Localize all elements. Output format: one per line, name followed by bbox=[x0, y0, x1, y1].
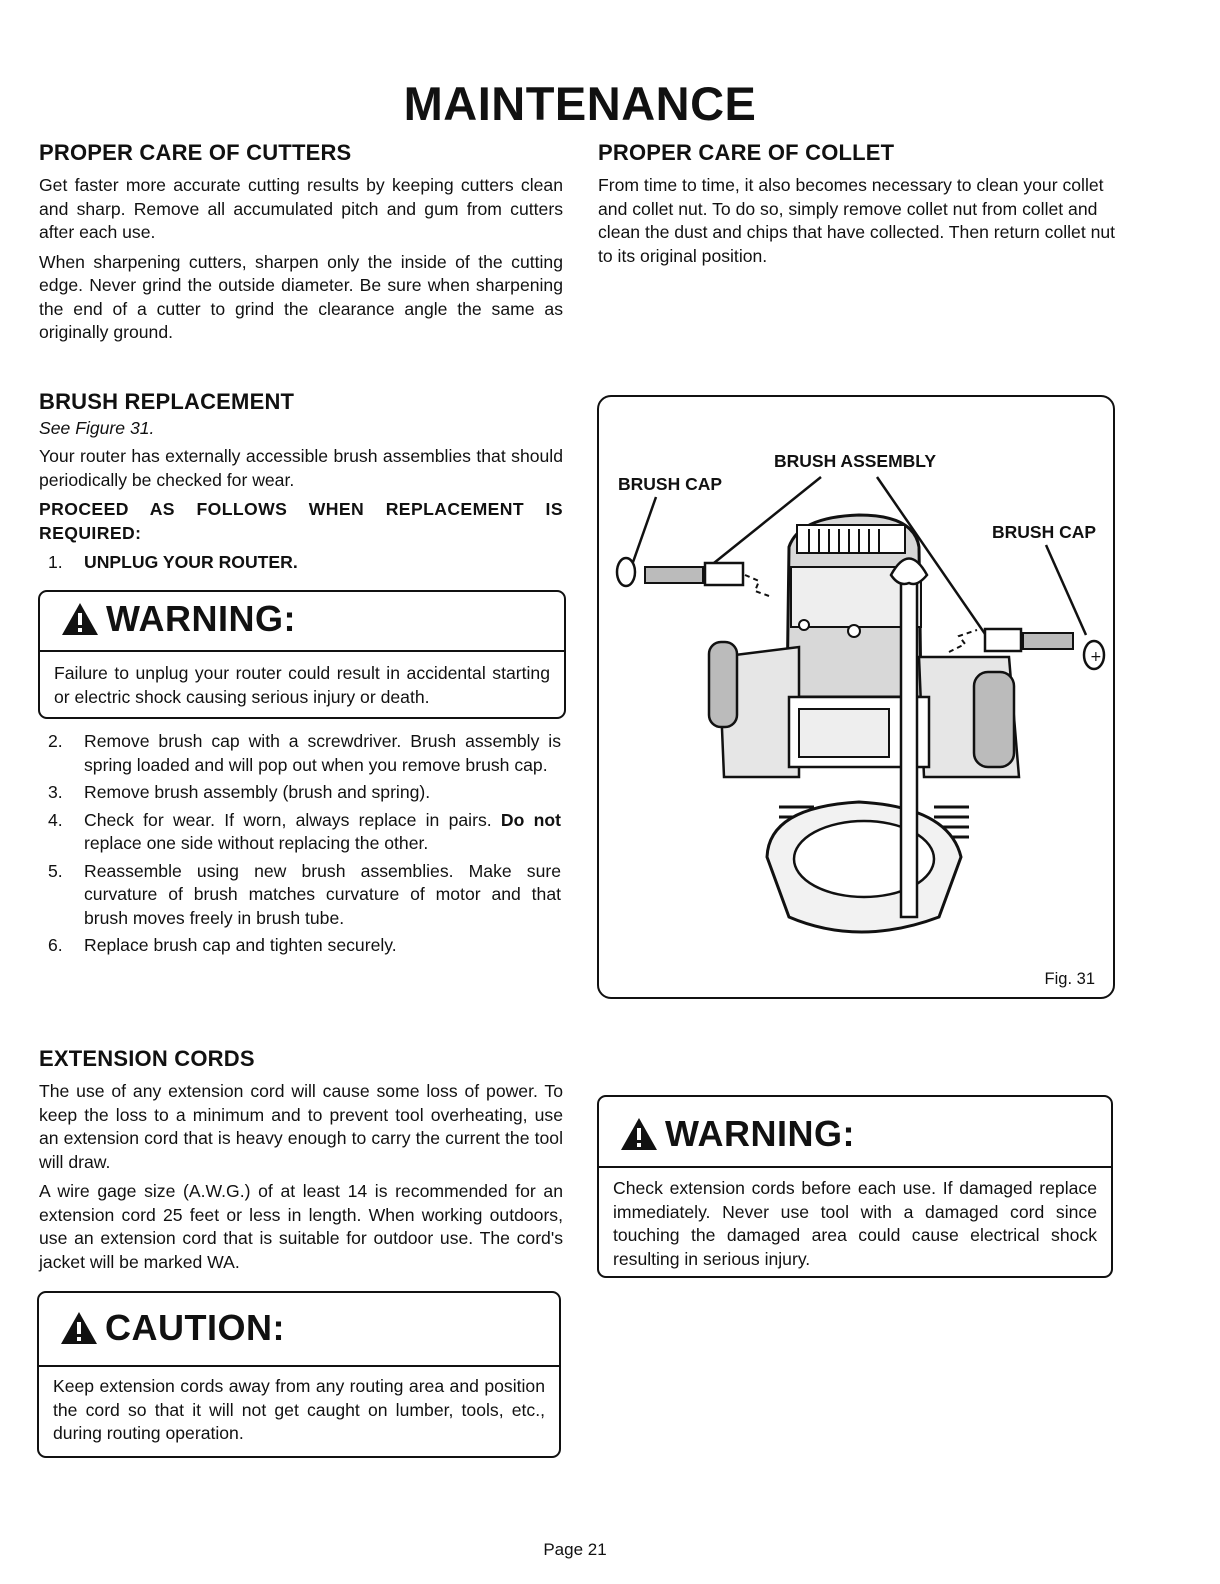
cutters-paragraph-1: Get faster more accurate cutting results by keeping cutters clean and sharp. Remove all accumulated pitch and gum from cutters after each use. bbox=[39, 175, 563, 242]
unplug-warning-box bbox=[38, 590, 566, 719]
extension-warning-title: WARNING: bbox=[665, 1113, 855, 1154]
warning-triangle-icon bbox=[619, 1116, 659, 1152]
step-text: Remove brush cap with a screwdriver. Brush assembly is spring loaded and will pop out when you remove brush cap. bbox=[84, 731, 561, 775]
proceed-instruction: PROCEED AS FOLLOWS WHEN REPLACEMENT IS REQUIRED: bbox=[39, 499, 563, 543]
divider bbox=[40, 650, 564, 652]
label-brush-assembly: BRUSH ASSEMBLY bbox=[774, 451, 937, 471]
step-3 bbox=[39, 781, 561, 805]
step-2 bbox=[39, 730, 561, 777]
step-6 bbox=[39, 934, 561, 958]
brush-section bbox=[39, 389, 563, 575]
step-number: 4. bbox=[48, 809, 63, 830]
step-emphasis: Do not bbox=[500, 809, 561, 830]
brush-intro: Your router has externally accessible brush assemblies that should periodically be checked for wear. bbox=[39, 446, 563, 490]
svg-text:+: + bbox=[1090, 649, 1102, 665]
extension-paragraph-1: The use of any extension cord will cause some loss of power. To keep the loss to a minimum and to prevent tool overheating, use an extension cord that is heavy enough to carry the current the tool will draw. bbox=[39, 1081, 563, 1172]
collet-paragraph-1: From time to time, it also becomes necessary to clean your collet and collet nut. To do so, simply remove collet nut from collet and clean the dust and chips that have collected. Then return collet nut to its original position. bbox=[598, 175, 1116, 266]
cutters-paragraph-2: When sharpening cutters, sharpen only the inside of the cutting edge. Never grind the outside diameter. Be sure when sharpening the end of a cutter to grind the clearance angle the same as originally ground. bbox=[39, 251, 563, 342]
step-4 bbox=[39, 809, 561, 856]
extension-heading: EXTENSION CORDS bbox=[39, 1046, 255, 1071]
collet-heading: PROPER CARE OF COLLET bbox=[598, 140, 895, 165]
caution-title: CAUTION: bbox=[105, 1307, 285, 1348]
step-text: Check for wear. If worn, always replace in pairs. bbox=[84, 809, 492, 830]
warning-triangle-icon bbox=[60, 601, 100, 637]
unplug-warning-title: WARNING: bbox=[106, 598, 296, 639]
step-number: 5. bbox=[48, 860, 63, 881]
extension-warning-box bbox=[597, 1095, 1113, 1278]
page-title: MAINTENANCE bbox=[403, 77, 757, 130]
left-brush-cap-shape bbox=[617, 558, 635, 586]
extension-paragraph-2: A wire gage size (A.W.G.) of at least 14 is recommended for an extension cord 25 feet or less in length. When working outdoors, use an extension cord that is suitable for outdoor use. The cord's jacket will be marked WA. bbox=[39, 1181, 563, 1272]
caution-triangle-icon bbox=[59, 1310, 99, 1346]
unplug-warning-text: Failure to unplug your router could result in accidental starting or electric shock causing serious injury or death. bbox=[54, 663, 550, 707]
step-1 bbox=[39, 551, 563, 575]
divider bbox=[39, 1365, 559, 1367]
step-text: Replace brush cap and tighten securely. bbox=[84, 935, 397, 955]
caution-text: Keep extension cords away from any routing area and position the cord so that it will not get caught on lumber, tools, etc., during routing operation. bbox=[53, 1376, 545, 1443]
caution-box bbox=[37, 1291, 561, 1458]
step-number: 6. bbox=[48, 935, 63, 955]
figure-caption: Fig. 31 bbox=[1044, 970, 1095, 988]
brush-heading: BRUSH REPLACEMENT bbox=[39, 389, 295, 414]
collet-section bbox=[598, 140, 1118, 268]
cutters-heading: PROPER CARE OF CUTTERS bbox=[39, 140, 352, 165]
figure-31-box bbox=[597, 395, 1115, 999]
router-illustration bbox=[599, 397, 1112, 996]
step-1-text: UNPLUG YOUR ROUTER. bbox=[84, 552, 298, 572]
extension-warning-text: Check extension cords before each use. If damaged replace immediately. Never use tool with a damaged cord since touching the damaged area could cause electrical shock resulting in serious injury. bbox=[613, 1178, 1097, 1269]
unplug-warning-header bbox=[60, 598, 296, 640]
see-figure-note: See Figure 31. bbox=[39, 418, 155, 438]
step-text: Reassemble using new brush assemblies. Make sure curvature of brush matches curvature of motor and that brush moves freely in brush tube. bbox=[84, 860, 561, 928]
extension-warning-header bbox=[619, 1113, 855, 1155]
divider bbox=[599, 1166, 1111, 1168]
step-1-number: 1. bbox=[48, 552, 63, 572]
step-number: 3. bbox=[48, 782, 63, 802]
extension-section bbox=[39, 1046, 563, 1274]
page-number: Page 21 bbox=[543, 1540, 607, 1559]
label-brush-cap-left: BRUSH CAP bbox=[618, 474, 723, 494]
step-number: 2. bbox=[48, 731, 63, 751]
step-text-continued: replace one side without replacing the other. bbox=[84, 833, 429, 853]
label-brush-cap-right: BRUSH CAP bbox=[992, 522, 1097, 542]
caution-header bbox=[59, 1307, 285, 1349]
brush-steps-list bbox=[39, 730, 561, 962]
cutters-section bbox=[39, 140, 563, 345]
step-text: Remove brush assembly (brush and spring). bbox=[84, 782, 431, 802]
step-5 bbox=[39, 860, 561, 931]
